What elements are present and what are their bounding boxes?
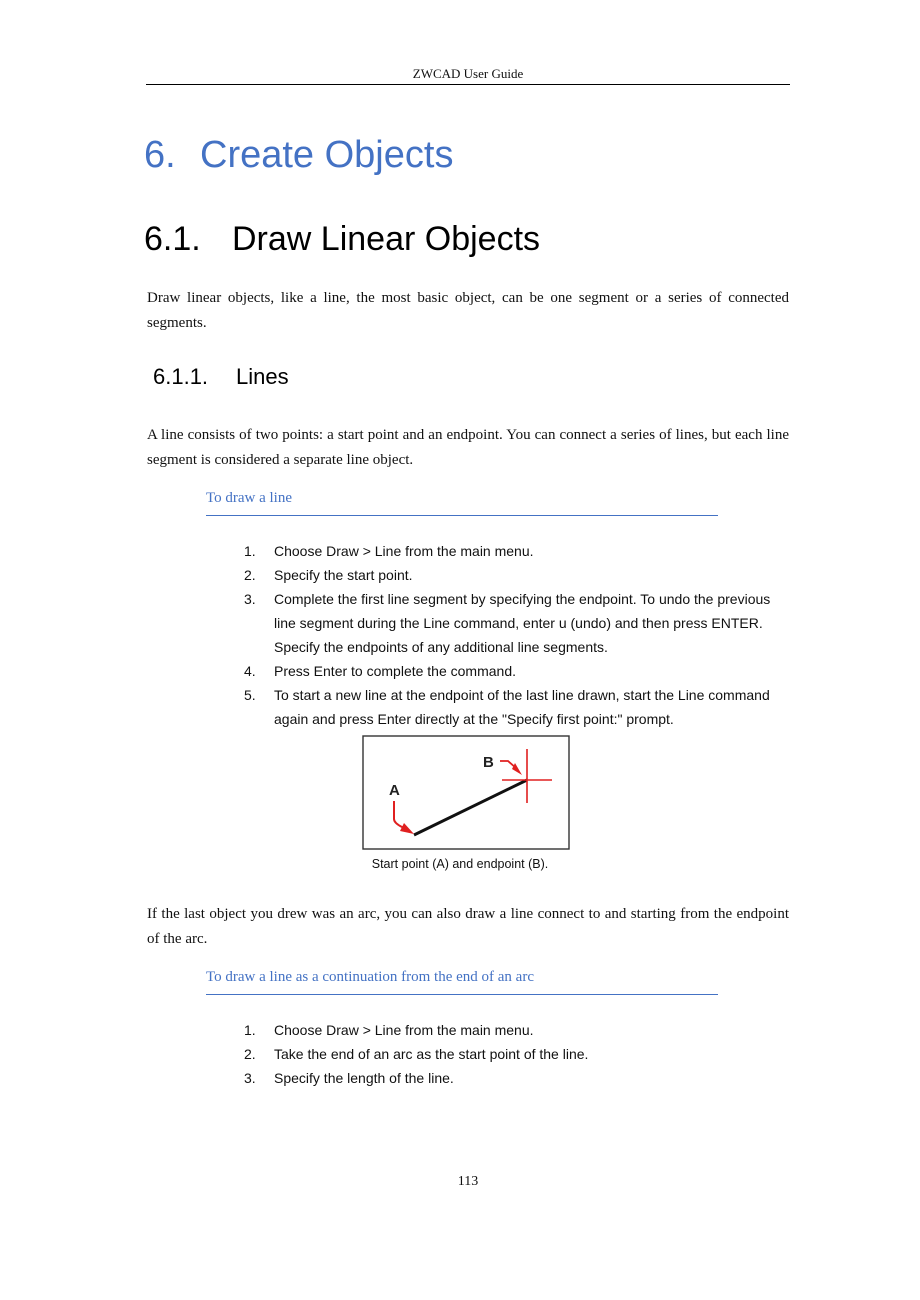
procedure-title: To draw a line as a continuation from the end of an arc [206,969,718,995]
section-heading [144,220,540,259]
page-number: 113 [457,1174,479,1189]
figure-caption: Start point (A) and endpoint (B). [371,857,549,871]
list-item: 4. Press Enter to complete the command. [244,663,516,679]
list-item: 2. Take the end of an arc as the start point of the line. [244,1046,589,1062]
procedure-steps [244,539,790,731]
list-item: 2. Specify the start point. [244,567,413,583]
lines-paragraph: A line consists of two points: a start point and an endpoint. You can connect a series of lines, but each line segment is considered a separate line object. [147,427,789,468]
list-item: 1. Choose Draw > Line from the main menu. [244,1022,534,1038]
line-figure [362,735,570,850]
arc-paragraph: If the last object you drew was an arc, you can also draw a line connect to and starting from the endpoint of the arc. [147,906,789,947]
subsection-heading [153,364,289,390]
subsection-number: 6.1.1. [153,364,209,389]
list-item: 1. Choose Draw > Line from the main menu. [244,543,534,559]
intro-paragraph: Draw linear objects, like a line, the most basic object, can be one segment or a series of connected segments. [147,290,789,331]
list-item: 3. Complete the first line segment by specifying the endpoint. To undo the previous line segment during the Line command, enter u (undo) and then press ENTER. Specify the endpoints of any additional line segments. [244,591,771,655]
label-a: A [389,782,400,799]
running-header: ZWCAD User Guide [146,66,790,85]
subsection-title: Lines [236,364,289,389]
chapter-title: Create Objects [200,134,454,176]
list-item: 5. To start a new line at the endpoint of the last line drawn, start the Line command again and press Enter directly at the "Specify first point:" prompt. [244,687,770,727]
chapter-heading [144,134,453,177]
procedure-title: To draw a line [206,490,718,516]
list-item: 3. Specify the length of the line. [244,1070,454,1086]
section-number: 6.1. [144,220,201,258]
chapter-number: 6. [144,134,176,176]
label-b: B [483,754,494,771]
section-title: Draw Linear Objects [232,220,541,258]
procedure-steps [244,1018,790,1090]
